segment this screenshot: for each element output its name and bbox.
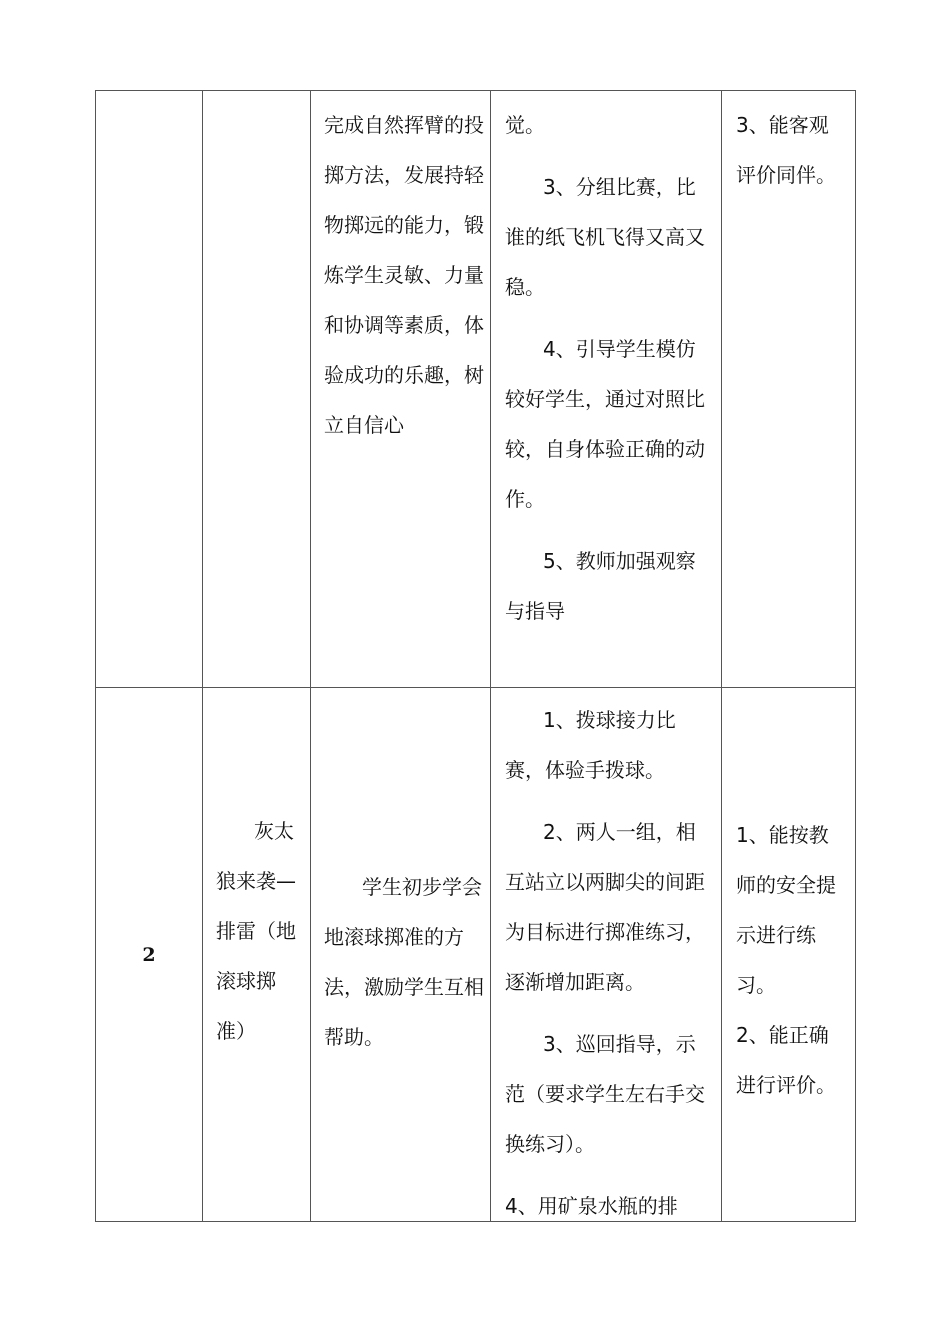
table-cell-evaluation	[736, 100, 842, 200]
evaluation-item: 2、能正确进行评价。	[736, 1023, 836, 1097]
table-col-divider-3	[490, 90, 491, 1222]
activity-item: 3、巡回指导，示范（要求学生左右手交换练习）。	[505, 1032, 705, 1156]
table-border-left	[95, 90, 96, 1222]
table-cell-lesson-title	[216, 806, 300, 1056]
table-cell-objective	[324, 862, 484, 1062]
activity-item: 4、用矿泉水瓶的排	[505, 1194, 678, 1218]
lesson-number: 2	[142, 944, 156, 966]
activity-item: 5、教师加强观察与指导	[505, 549, 696, 623]
table-border-right	[855, 90, 856, 1222]
evaluation-item: 1、能按教师的安全提示进行练习。	[736, 823, 836, 997]
objective-text: 完成自然挥臂的投掷方法，发展持轻物掷远的能力，锻炼学生灵敏、力量和协调等素质，体验成功的乐趣，树立自信心	[324, 113, 484, 437]
activity-item: 4、引导学生模仿较好学生，通过对照比较，自身体验正确的动作。	[505, 337, 705, 511]
table-cell-objective	[324, 100, 484, 450]
table-col-divider-1	[202, 90, 203, 1222]
lesson-title: 灰太狼来袭—排雷（地滚球掷准）	[216, 819, 296, 1043]
activity-item: 2、两人一组，相互站立以两脚尖的间距为目标进行掷准练习，逐渐增加距离。	[505, 820, 705, 994]
table-cell-activities	[505, 100, 711, 636]
activity-item: 1、拨球接力比赛，体验手拨球。	[505, 708, 676, 782]
table-cell-lesson-number	[96, 930, 202, 980]
activity-continuation: 觉。	[505, 113, 545, 137]
evaluation-item: 3、能客观评价同伴。	[736, 113, 836, 187]
table-cell-evaluation	[736, 810, 848, 1110]
table-border-bottom	[95, 1221, 856, 1222]
table-cell-activities	[505, 695, 711, 1231]
table-border-top	[95, 90, 856, 91]
table-row-divider	[95, 687, 856, 688]
table-col-divider-2	[310, 90, 311, 1222]
table-col-divider-4	[721, 90, 722, 1222]
activity-item: 3、分组比赛，比谁的纸飞机飞得又高又稳。	[505, 175, 705, 299]
objective-text: 学生初步学会地滚球掷准的方法，激励学生互相帮助。	[324, 875, 484, 1049]
